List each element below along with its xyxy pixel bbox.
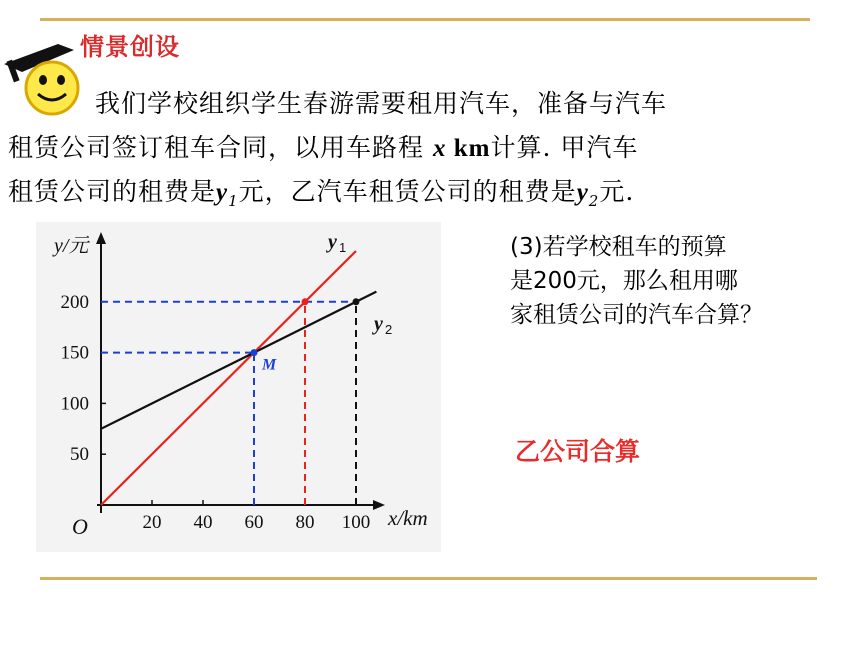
intro-text: 租赁公司签订租车合同，以用车路程	[8, 133, 433, 162]
x-tick-label: 100	[341, 512, 371, 533]
y-tick-label: 50	[70, 444, 89, 466]
variable-y2: y	[576, 179, 589, 206]
subscript-2: 2	[588, 192, 600, 210]
question-line-2: 是200元，那么租用哪	[510, 268, 738, 294]
origin-label: O	[72, 514, 88, 539]
intro-text: 元.	[599, 177, 635, 206]
x-tick-label: 40	[193, 512, 213, 533]
line-chart	[36, 222, 456, 552]
y-tick-label: 150	[60, 342, 89, 364]
point-label-M: M	[262, 356, 277, 374]
y-tick-label: 100	[60, 393, 89, 415]
series-label-y2: y	[374, 313, 383, 335]
intro-text: 计算. 甲汽车	[490, 133, 639, 162]
question-line-3: 家租赁公司的汽车合算？	[510, 302, 763, 328]
plot-background	[36, 222, 441, 552]
x-tick-label: 60	[244, 512, 264, 533]
series-label-sub-y1: 1	[339, 240, 347, 255]
x-axis-label: x/km	[388, 506, 428, 530]
intro-text: 元，乙汽车租赁公司的租费是	[238, 177, 577, 206]
y-axis-label: y/元	[54, 235, 89, 257]
series-label-y1: y	[328, 231, 337, 253]
question-block	[510, 230, 860, 332]
intro-line-3	[8, 170, 848, 214]
series-label-sub-y2: 2	[385, 322, 393, 337]
bottom-rule	[40, 577, 817, 580]
unit-km: km	[446, 135, 491, 162]
question-line-1: (3)若学校租车的预算	[510, 234, 727, 260]
slide-title: 情景创设	[80, 33, 180, 61]
top-rule	[40, 18, 810, 21]
x-tick-label: 80	[295, 512, 315, 533]
x-tick-label: 20	[142, 512, 162, 533]
data-point	[251, 349, 258, 356]
intro-paragraph	[8, 82, 848, 214]
variable-y1: y	[216, 179, 229, 206]
answer-text: 乙公司合算	[515, 437, 641, 466]
subscript-1: 1	[228, 192, 239, 210]
intro-line-1: 我们学校组织学生春游需要租用汽车，准备与汽车	[95, 89, 668, 118]
variable-x: x	[432, 135, 447, 162]
y-tick-label: 200	[60, 291, 89, 313]
intro-text: 租赁公司的租费是	[8, 177, 217, 206]
data-point	[353, 298, 360, 305]
intro-line-2	[8, 126, 848, 170]
data-point	[302, 298, 309, 305]
